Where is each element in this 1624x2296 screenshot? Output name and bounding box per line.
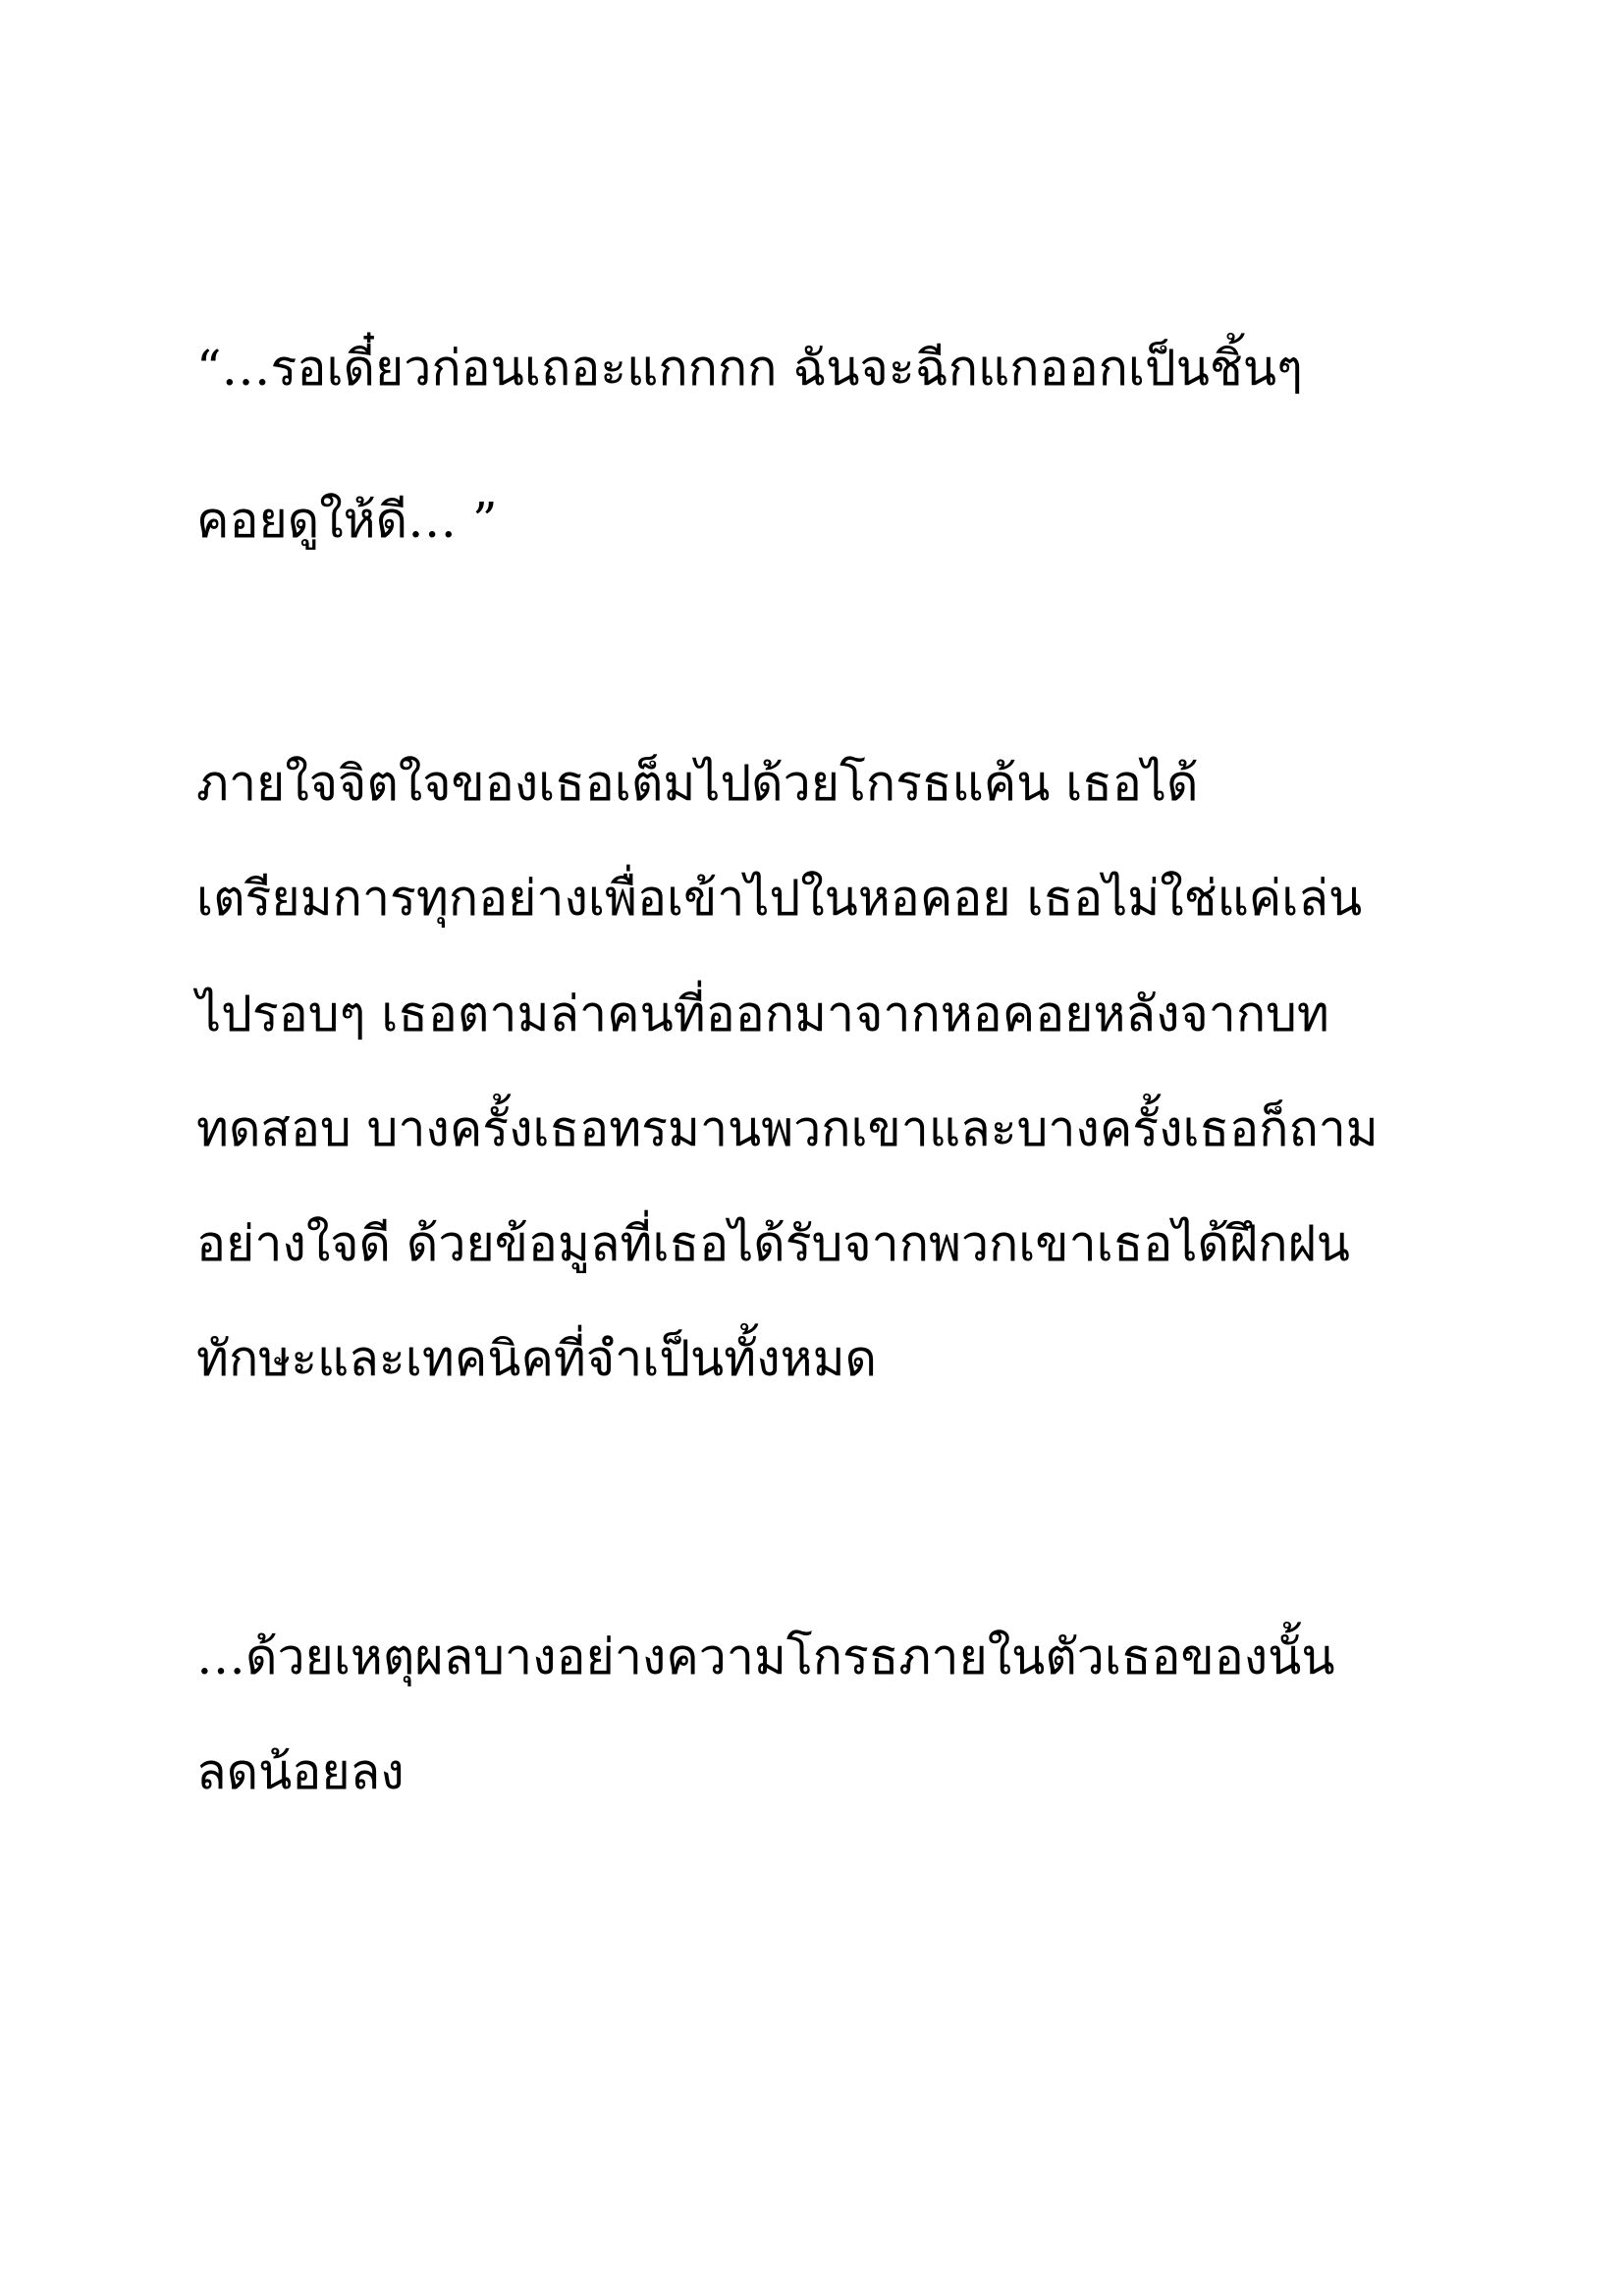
paragraph-line: ไปรอบๆ เธอตามล่าคนที่ออกมาจากหอคอยหลังจากบท xyxy=(196,986,1329,1042)
paragraph-line: อย่างใจดี ด้วยข้อมูลที่เธอได้รับจากพวกเขาเธอได้ฝึกฝน xyxy=(196,1215,1350,1272)
paragraph-line: …ด้วยเหตุผลบางอย่างความโกรธภายในตัวเธอของนั้น xyxy=(196,1629,1335,1685)
paragraph-line: ทดสอบ บางครั้งเธอทรมานพวกเขาและบางครั้งเธอก็ถาม xyxy=(196,1100,1379,1157)
paragraph-line: ลดน้อยลง xyxy=(196,1743,405,1800)
paragraph-line: เตรียมการทุกอย่างเพื่อเข้าไปในหอคอย เธอไม่ใช่แค่เล่น xyxy=(196,870,1363,927)
paragraph-line: ทักษะและเทคนิคที่จำเป็นทั้งหมด xyxy=(196,1330,877,1387)
paragraph-line: คอยดูให้ดี… ” xyxy=(196,492,498,549)
paragraph-line: “…รอเดี๋ยวก่อนเถอะแกกกก ฉันจะฉีกแกออกเป็นชิ้นๆ xyxy=(196,340,1303,397)
paragraph-line: ภายใจจิตใจของเธอเต็มไปด้วยโกรธแค้น เธอได้ xyxy=(196,755,1199,812)
